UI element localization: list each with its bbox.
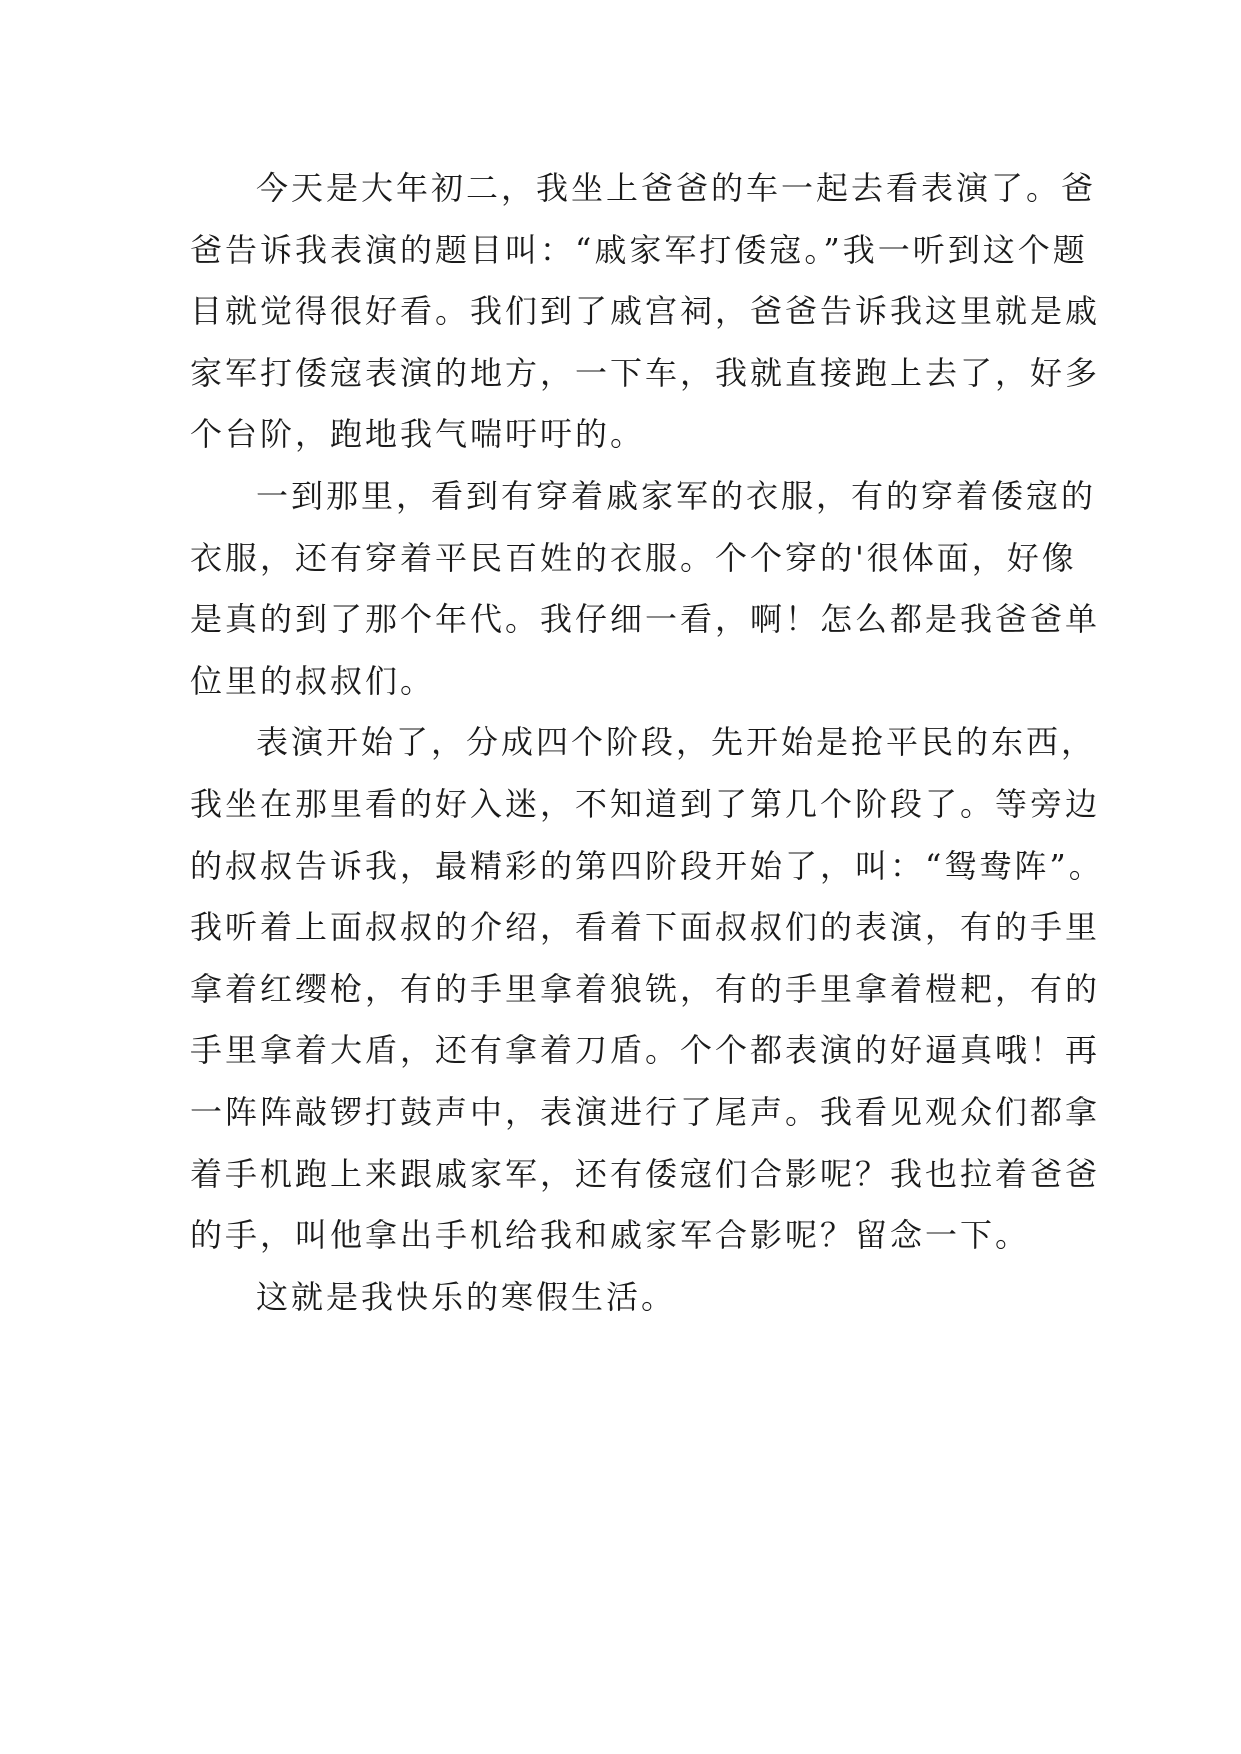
text-line: 我坐在那里看的好入迷，不知道到了第几个阶段了。等旁边	[190, 784, 1101, 823]
text-line: 是真的到了那个年代。我仔细一看，啊！怎么都是我爸爸单	[190, 600, 1101, 639]
paragraph-4	[190, 1267, 1070, 1329]
text-line: 手里拿着大盾，还有拿着刀盾。个个都表演的好逼真哦！再	[190, 1031, 1101, 1070]
text-line: 这就是我快乐的寒假生活。	[256, 1277, 677, 1316]
text-line: 的手，叫他拿出手机给我和戚家军合影呢？留念一下。	[190, 1216, 1031, 1255]
text-line: 爸告诉我表演的题目叫：“戚家军打倭寇。”我一听到这个题	[190, 230, 1088, 269]
text-line: 家军打倭寇表演的地方，一下车，我就直接跑上去了，好多	[190, 353, 1101, 392]
text-line: 今天是大年初二，我坐上爸爸的车一起去看表演了。爸	[256, 169, 1097, 207]
text-line: 的叔叔告诉我，最精彩的第四阶段开始了，叫：“鸳鸯阵”。	[190, 846, 1104, 885]
paragraph-3	[190, 712, 1104, 1266]
text-line: 拿着红缨枪，有的手里拿着狼铣，有的手里拿着榿耙，有的	[190, 969, 1101, 1008]
text-line: 我听着上面叔叔的介绍，看着下面叔叔们的表演，有的手里	[190, 908, 1101, 947]
text-line: 一到那里，看到有穿着戚家军的衣服，有的穿着倭寇的	[256, 476, 1097, 515]
paragraph-2	[190, 466, 1101, 712]
paragraph-1	[190, 158, 1101, 466]
text-line: 位里的叔叔们。	[190, 661, 436, 700]
text-line: 目就觉得很好看。我们到了戚宫祠，爸爸告诉我这里就是戚	[190, 292, 1101, 331]
text-line: 着手机跑上来跟戚家军，还有倭寇们合影呢？我也拉着爸爸	[190, 1154, 1101, 1193]
text-line: 个台阶，跑地我气喘吁吁的。	[190, 415, 646, 454]
text-line: 一阵阵敲锣打鼓声中，表演进行了尾声。我看见观众们都拿	[190, 1092, 1101, 1131]
essay-body	[190, 158, 1104, 1328]
text-line: 衣服，还有穿着平民百姓的衣服。个个穿的'很体面，好像	[190, 538, 1077, 577]
text-line: 表演开始了，分成四个阶段，先开始是抢平民的东西，	[256, 723, 1097, 762]
